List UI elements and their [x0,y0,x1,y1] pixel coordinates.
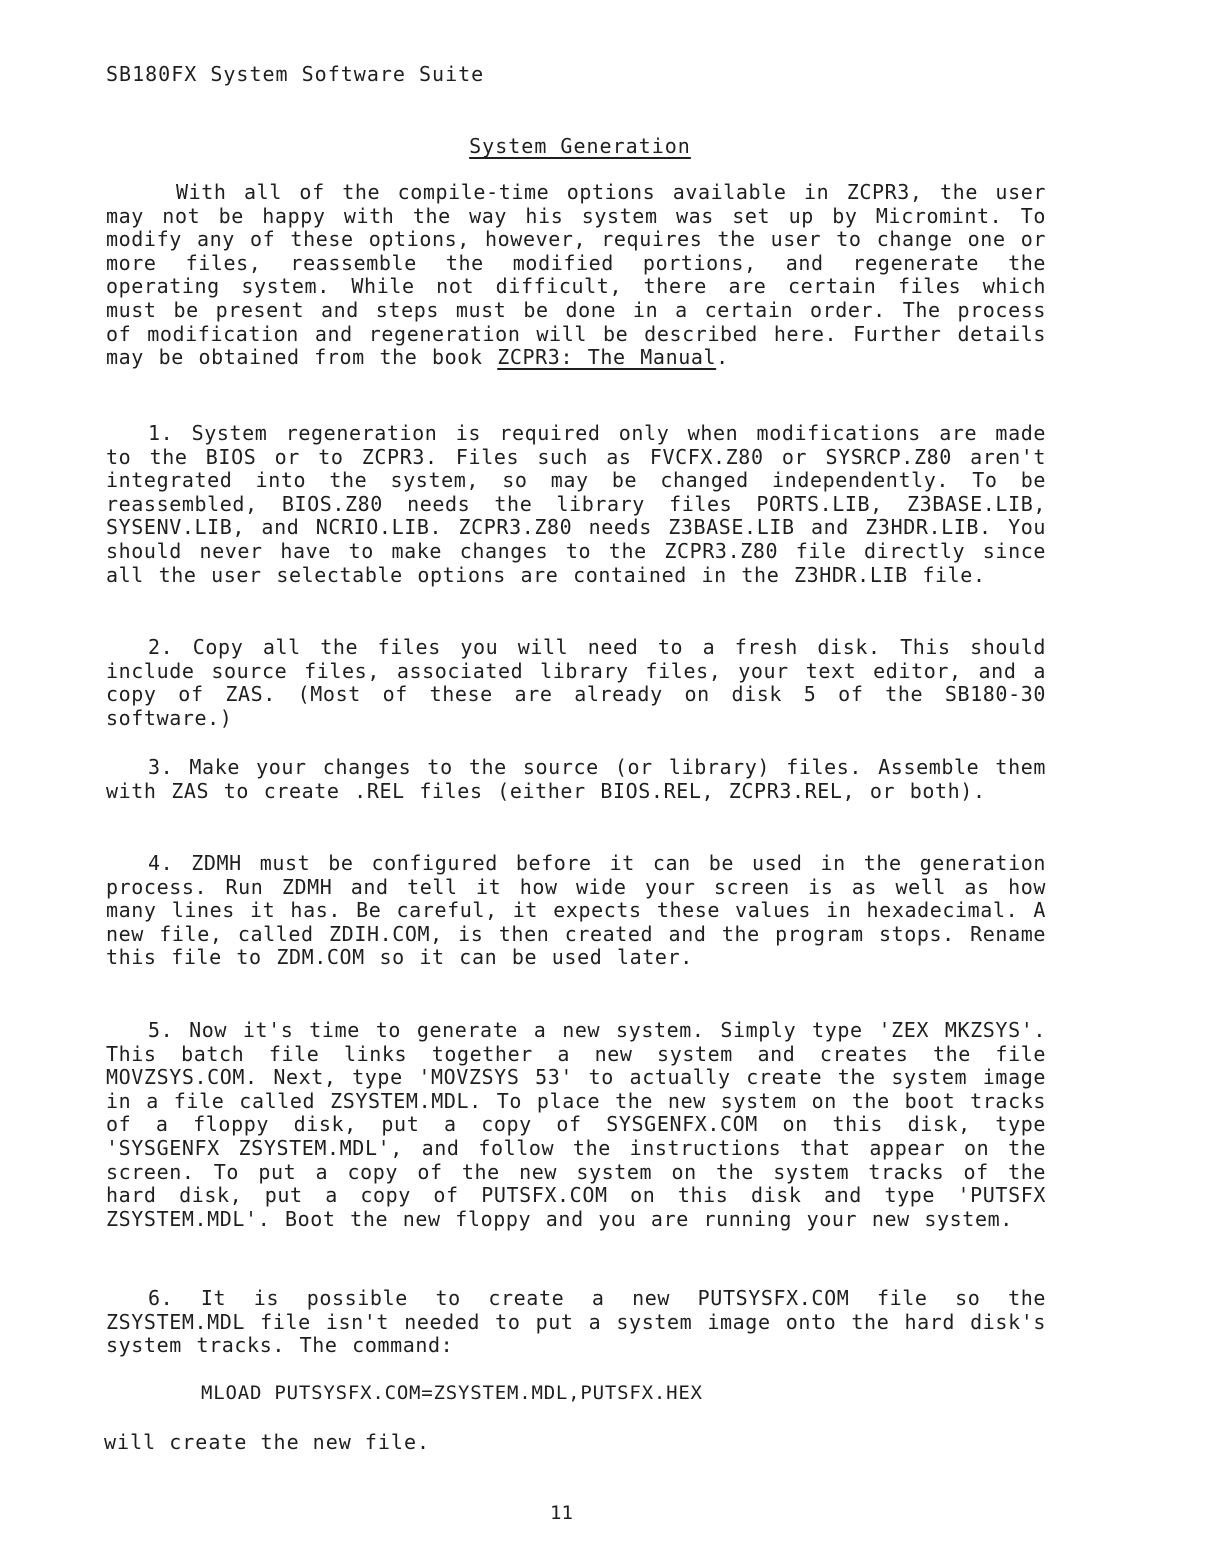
step-3-paragraph: 3. Make your changes to the source (or library) files. Assemble them with ZAS to create .REL files (either BIOS.REL, ZCPR3.REL, or both). [106,755,1046,803]
page-header: SB180FX System Software Suite [106,62,485,86]
book-title: ZCPR3: The Manual [497,345,717,370]
step-4-paragraph: 4. ZDMH must be configured before it can be used in the generation process. Run ZDMH and tell it how wide your screen is as well as how many lines it has. Be careful, it expects these values in hexadecimal. A new file, called ZDIH.COM, is then created and the program stops. Rename this file to ZDM.COM so it can be used later. [106,851,1046,970]
mload-command: MLOAD PUTSYSFX.COM=ZSYSTEM.MDL,PUTSFX.HEX [201,1382,703,1404]
step-1-paragraph: 1. System regeneration is required only when modifications are made to the BIOS or to ZCPR3. Files such as FVCFX.Z80 or SYSRCP.Z80 aren't integrated into the system, so may be changed independently. To be reassembled, BIOS.Z80 needs the library files PORTS.LIB, Z3BASE.LIB, SYSENV.LIB, and NCRIO.LIB. ZCPR3.Z80 needs Z3BASE.LIB and Z3HDR.LIB. You should never have to make changes to the ZCPR3.Z80 file directly since all the user selectable options are contained in the Z3HDR.LIB file. [106,421,1046,587]
step-5-paragraph: 5. Now it's time to generate a new system. Simply type 'ZEX MKZSYS'. This batch file links together a new system and creates the file MOVZSYS.COM. Next, type 'MOVZSYS 53' to actually create the system image in a file called ZSYSTEM.MDL. To place the new system on the boot tracks of a floppy disk, put a copy of SYSGENFX.COM on this disk, type 'SYSGENFX ZSYSTEM.MDL', and follow the instructions that appear on the screen. To put a copy of the new system on the system tracks of the hard disk, put a copy of PUTSFX.COM on this disk and type 'PUTSFX ZSYSTEM.MDL'. Boot the new floppy and you are running your new system. [106,1018,1046,1231]
page-number: 11 [550,1502,573,1524]
section-title [0,134,1160,158]
step-6-paragraph: 6. It is possible to create a new PUTSYSFX.COM file so the ZSYSTEM.MDL file isn't needed to put a system image onto the hard disk's system tracks. The command: [106,1286,1046,1358]
intro-text-after: . [716,345,729,370]
closing-line: will create the new file. [104,1430,431,1454]
intro-text-before: With all of the compile-time options available in ZCPR3, the user may not be happy with the way his system was set up by Micromint. To modify any of these options, however, requires the user to change one or more files, reassemble the modified portions, and regenerate the operating system. While not difficult, there are certain files which must be present and steps must be done in a certain order. The process of modification and regeneration will be described here. Further details may be obtained from the book [106,180,1046,370]
intro-paragraph [106,181,1046,370]
section-title-text: System Generation [469,134,691,158]
step-2-paragraph: 2. Copy all the files you will need to a fresh disk. This should include source files, associated library files, your text editor, and a copy of ZAS. (Most of these are already on disk 5 of the SB180-30 software.) [106,635,1046,730]
